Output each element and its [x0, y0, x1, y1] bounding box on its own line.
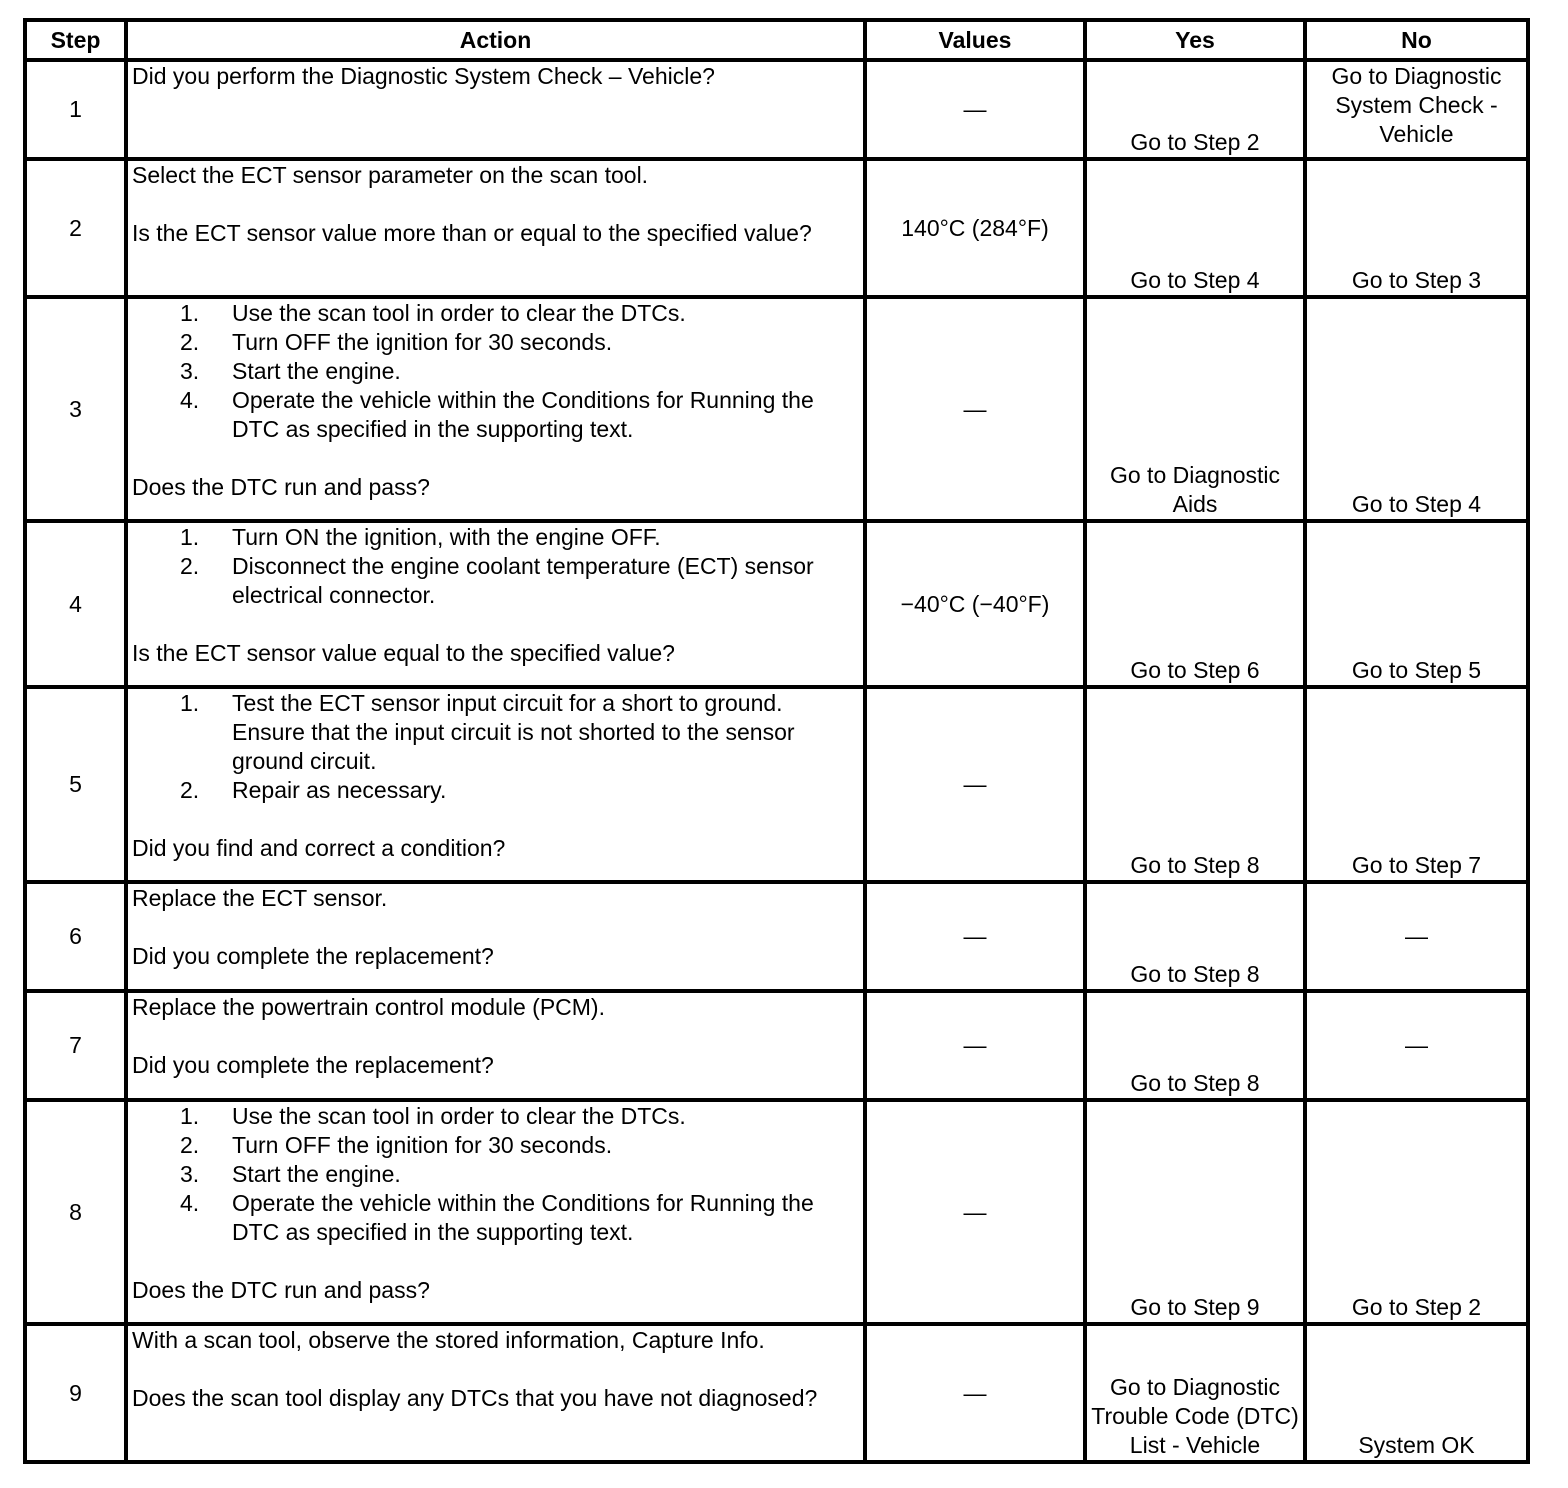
- step-number: 9: [25, 1324, 126, 1462]
- action-text: Select the ECT sensor parameter on the scan tool.: [132, 162, 649, 188]
- action-question: Did you find and correct a condition?: [132, 835, 506, 861]
- action-text: With a scan tool, observe the stored information, Capture Info.: [132, 1327, 765, 1353]
- table-row: [25, 297, 1528, 521]
- action-cell: [126, 60, 865, 159]
- action-steps: [132, 523, 859, 610]
- action-cell: [126, 521, 865, 687]
- list-item: 1. Use the scan tool in order to clear the DTCs.: [180, 300, 686, 326]
- action-cell: [126, 1324, 865, 1462]
- value-cell: −40°C (−40°F): [865, 521, 1085, 687]
- action-cell: [126, 882, 865, 991]
- action-question: Is the ECT sensor value more than or equal to the specified value?: [132, 220, 812, 246]
- no-cell: —: [1305, 991, 1528, 1100]
- yes-cell: Go to Step 8: [1085, 882, 1305, 991]
- value-cell: —: [865, 1324, 1085, 1462]
- value-cell: —: [865, 297, 1085, 521]
- yes-cell: Go to Step 8: [1085, 991, 1305, 1100]
- action-question: Does the DTC run and pass?: [132, 1277, 430, 1303]
- list-item: 2. Turn OFF the ignition for 30 seconds.: [180, 1132, 613, 1158]
- value-cell: —: [865, 882, 1085, 991]
- action-steps: [132, 299, 859, 444]
- action-cell: [126, 1100, 865, 1324]
- yes-cell: Go to Diagnostic Trouble Code (DTC) List - Vehicle: [1085, 1324, 1305, 1462]
- step-number: 8: [25, 1100, 126, 1324]
- step-number: 7: [25, 991, 126, 1100]
- diagnostic-table: [23, 18, 1530, 1464]
- table-row: [25, 882, 1528, 991]
- action-cell: [126, 991, 865, 1100]
- list-item: 1. Turn ON the ignition, with the engine OFF.: [180, 524, 661, 550]
- no-cell: Go to Step 3: [1305, 159, 1528, 297]
- table-row: [25, 60, 1528, 159]
- step-number: 3: [25, 297, 126, 521]
- header-no: No: [1305, 20, 1528, 60]
- yes-cell: Go to Step 4: [1085, 159, 1305, 297]
- action-question: Did you complete the replacement?: [132, 943, 494, 969]
- value-cell: —: [865, 991, 1085, 1100]
- action-cell: [126, 297, 865, 521]
- value-cell: 140°C (284°F): [865, 159, 1085, 297]
- list-item: 3. Start the engine.: [180, 358, 401, 384]
- table-row: [25, 687, 1528, 882]
- header-action: Action: [126, 20, 865, 60]
- no-cell: Go to Diagnostic System Check - Vehicle: [1305, 60, 1528, 159]
- no-cell: Go to Step 2: [1305, 1100, 1528, 1324]
- action-cell: [126, 159, 865, 297]
- list-item: 2. Turn OFF the ignition for 30 seconds.: [180, 329, 613, 355]
- no-cell: —: [1305, 882, 1528, 991]
- value-cell: —: [865, 687, 1085, 882]
- yes-cell: Go to Step 2: [1085, 60, 1305, 159]
- step-number: 5: [25, 687, 126, 882]
- yes-cell: Go to Step 9: [1085, 1100, 1305, 1324]
- list-item: 1. Use the scan tool in order to clear the DTCs.: [180, 1103, 686, 1129]
- list-item: 2. Disconnect the engine coolant temperature (ECT) sensor electrical connector.: [180, 553, 814, 608]
- table-row: [25, 521, 1528, 687]
- step-number: 2: [25, 159, 126, 297]
- table-row: [25, 159, 1528, 297]
- list-item: 4. Operate the vehicle within the Conditions for Running the DTC as specified in the supporting text.: [180, 1190, 814, 1245]
- yes-cell: Go to Step 6: [1085, 521, 1305, 687]
- step-number: 6: [25, 882, 126, 991]
- yes-cell: Go to Step 8: [1085, 687, 1305, 882]
- action-steps: [132, 1102, 859, 1247]
- table-row: [25, 1324, 1528, 1462]
- action-question: Does the scan tool display any DTCs that you have not diagnosed?: [132, 1385, 818, 1411]
- header-yes: Yes: [1085, 20, 1305, 60]
- header-values: Values: [865, 20, 1085, 60]
- header-step: Step: [25, 20, 126, 60]
- table-row: [25, 991, 1528, 1100]
- action-cell: [126, 687, 865, 882]
- action-question: Is the ECT sensor value equal to the specified value?: [132, 640, 675, 666]
- action-question: Did you complete the replacement?: [132, 1052, 494, 1078]
- step-number: 1: [25, 60, 126, 159]
- table-row: [25, 1100, 1528, 1324]
- list-item: 3. Start the engine.: [180, 1161, 401, 1187]
- yes-cell: Go to Diagnostic Aids: [1085, 297, 1305, 521]
- action-text: Replace the powertrain control module (PCM).: [132, 994, 605, 1020]
- no-cell: System OK: [1305, 1324, 1528, 1462]
- list-item: 1. Test the ECT sensor input circuit for a short to ground. Ensure that the input circuit is not shorted to the sensor ground circuit.: [180, 690, 795, 774]
- header-row: [25, 20, 1528, 60]
- action-question: Does the DTC run and pass?: [132, 474, 430, 500]
- value-cell: —: [865, 60, 1085, 159]
- list-item: 2. Repair as necessary.: [180, 777, 447, 803]
- no-cell: Go to Step 7: [1305, 687, 1528, 882]
- value-cell: —: [865, 1100, 1085, 1324]
- action-steps: [132, 689, 859, 805]
- no-cell: Go to Step 4: [1305, 297, 1528, 521]
- action-text: Did you perform the Diagnostic System Check – Vehicle?: [132, 63, 715, 89]
- action-text: Replace the ECT sensor.: [132, 885, 388, 911]
- step-number: 4: [25, 521, 126, 687]
- no-cell: Go to Step 5: [1305, 521, 1528, 687]
- list-item: 4. Operate the vehicle within the Conditions for Running the DTC as specified in the supporting text.: [180, 387, 814, 442]
